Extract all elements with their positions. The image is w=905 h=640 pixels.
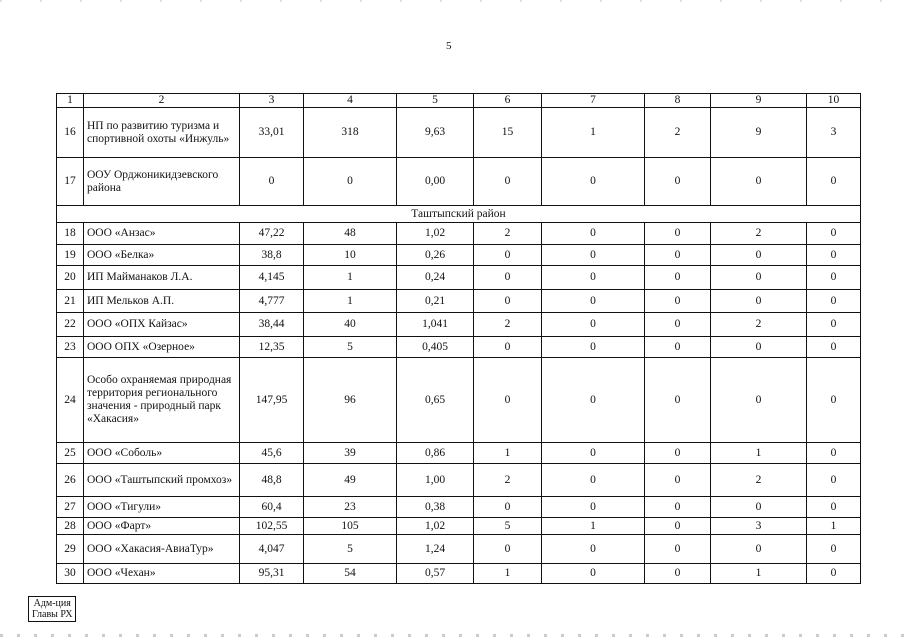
row-number: 23 [57,337,84,358]
table-row [57,443,861,464]
cell-value: 60,4 [240,497,304,518]
column-number-header: 6 [474,94,542,108]
row-number: 28 [57,518,84,535]
table-row [57,158,861,206]
cell-value: 0 [474,497,542,518]
cell-value: 0 [645,266,711,290]
cell-value: 105 [304,518,397,535]
cell-value: 0,26 [397,245,474,266]
table-row [57,535,861,564]
cell-value: 0 [807,535,861,564]
cell-value: 1 [304,266,397,290]
table-row [57,290,861,313]
cell-value: 0 [711,337,807,358]
row-number: 26 [57,464,84,497]
organization-name: ООО «Белка» [84,245,240,266]
cell-value: 0 [711,245,807,266]
row-number: 25 [57,443,84,464]
cell-value: 0 [304,158,397,206]
cell-value: 2 [474,313,542,337]
cell-value: 0 [711,290,807,313]
cell-value: 0,57 [397,564,474,584]
cell-value: 1 [474,564,542,584]
table-row [57,518,861,535]
cell-value: 0 [542,158,645,206]
organization-name: ООО «Анзас» [84,223,240,245]
row-number: 16 [57,108,84,158]
cell-value: 9 [711,108,807,158]
cell-value: 0 [807,266,861,290]
organization-name: ООО «Чехан» [84,564,240,584]
cell-value: 5 [304,337,397,358]
cell-value: 0 [645,464,711,497]
cell-value: 9,63 [397,108,474,158]
column-number-header: 9 [711,94,807,108]
office-stamp [28,596,76,622]
cell-value: 2 [711,313,807,337]
cell-value: 0 [645,443,711,464]
cell-value: 0 [542,290,645,313]
cell-value: 1,02 [397,223,474,245]
row-number: 19 [57,245,84,266]
cell-value: 40 [304,313,397,337]
cell-value: 2 [474,223,542,245]
cell-value: 1,02 [397,518,474,535]
cell-value: 0 [474,337,542,358]
cell-value: 0 [542,266,645,290]
table-row [57,358,861,443]
cell-value: 0 [711,497,807,518]
organization-name: ИП Майманаков Л.А. [84,266,240,290]
cell-value: 0 [645,358,711,443]
cell-value: 0 [542,245,645,266]
cell-value: 48 [304,223,397,245]
scan-artifact-top [0,0,905,2]
cell-value: 0 [711,535,807,564]
cell-value: 2 [645,108,711,158]
table-row [57,464,861,497]
stamp-line-1: Адм-ция [33,598,71,609]
cell-value: 0 [807,245,861,266]
table-row [57,108,861,158]
cell-value: 0 [645,313,711,337]
cell-value: 0,65 [397,358,474,443]
cell-value: 0 [807,497,861,518]
cell-value: 0 [645,337,711,358]
cell-value: 0 [807,313,861,337]
cell-value: 0,00 [397,158,474,206]
cell-value: 3 [807,108,861,158]
row-number: 20 [57,266,84,290]
cell-value: 0 [542,223,645,245]
table-row [57,223,861,245]
cell-value: 0 [542,337,645,358]
cell-value: 0,405 [397,337,474,358]
cell-value: 23 [304,497,397,518]
cell-value: 0 [542,358,645,443]
cell-value: 3 [711,518,807,535]
page-number: 5 [446,40,452,52]
cell-value: 0 [474,535,542,564]
cell-value: 0,86 [397,443,474,464]
cell-value: 10 [304,245,397,266]
cell-value: 0 [542,313,645,337]
cell-value: 0 [807,290,861,313]
cell-value: 0 [645,223,711,245]
row-number: 29 [57,535,84,564]
cell-value: 38,44 [240,313,304,337]
organization-name: ООО «Таштыпский промхоз» [84,464,240,497]
cell-value: 0 [474,266,542,290]
cell-value: 0 [240,158,304,206]
cell-value: 0 [645,535,711,564]
cell-value: 0 [645,564,711,584]
cell-value: 49 [304,464,397,497]
cell-value: 12,35 [240,337,304,358]
row-number: 21 [57,290,84,313]
column-number-header: 1 [57,94,84,108]
cell-value: 0 [645,518,711,535]
cell-value: 4,145 [240,266,304,290]
table-header-row [57,94,861,108]
table-row [57,313,861,337]
column-number-header: 4 [304,94,397,108]
cell-value: 1 [542,108,645,158]
cell-value: 2 [711,223,807,245]
cell-value: 2 [711,464,807,497]
cell-value: 47,22 [240,223,304,245]
cell-value: 0 [711,358,807,443]
row-number: 24 [57,358,84,443]
cell-value: 318 [304,108,397,158]
cell-value: 1 [474,443,542,464]
organization-name: ООО «Фарт» [84,518,240,535]
cell-value: 4,047 [240,535,304,564]
table-row [57,245,861,266]
column-number-header: 8 [645,94,711,108]
cell-value: 15 [474,108,542,158]
cell-value: 0 [645,245,711,266]
cell-value: 0,21 [397,290,474,313]
cell-value: 0 [807,464,861,497]
cell-value: 0 [807,443,861,464]
data-table [56,93,861,584]
cell-value: 0 [645,497,711,518]
column-number-header: 2 [84,94,240,108]
organization-name: НП по развитию туризма и спортивной охоты «Инжуль» [84,108,240,158]
scan-artifact-bottom [0,634,905,637]
cell-value: 39 [304,443,397,464]
column-number-header: 3 [240,94,304,108]
cell-value: 95,31 [240,564,304,584]
organization-name: ИП Мельков А.П. [84,290,240,313]
cell-value: 1 [542,518,645,535]
cell-value: 0 [542,497,645,518]
cell-value: 0 [542,464,645,497]
table-row [57,497,861,518]
cell-value: 33,01 [240,108,304,158]
cell-value: 5 [304,535,397,564]
cell-value: 0 [711,266,807,290]
cell-value: 54 [304,564,397,584]
cell-value: 45,6 [240,443,304,464]
organization-name: ООО «ОПХ Кайзас» [84,313,240,337]
table-row [57,564,861,584]
column-number-header: 10 [807,94,861,108]
organization-name: ООУ Орджоникидзевского района [84,158,240,206]
cell-value: 48,8 [240,464,304,497]
column-number-header: 5 [397,94,474,108]
cell-value: 0 [645,158,711,206]
row-number: 22 [57,313,84,337]
organization-name: ООО ОПХ «Озерное» [84,337,240,358]
organization-name: ООО «Тигули» [84,497,240,518]
cell-value: 0 [711,158,807,206]
cell-value: 5 [474,518,542,535]
cell-value: 1,24 [397,535,474,564]
row-number: 18 [57,223,84,245]
table-row [57,337,861,358]
cell-value: 1 [807,518,861,535]
cell-value: 102,55 [240,518,304,535]
table-row [57,266,861,290]
cell-value: 0 [542,443,645,464]
section-title: Таштыпский район [57,206,861,223]
organization-name: ООО «Хакасия-АвиаТур» [84,535,240,564]
section-row [57,206,861,223]
column-number-header: 7 [542,94,645,108]
cell-value: 1 [711,443,807,464]
cell-value: 1,00 [397,464,474,497]
cell-value: 96 [304,358,397,443]
row-number: 30 [57,564,84,584]
cell-value: 0 [474,245,542,266]
cell-value: 1 [304,290,397,313]
organization-name: Особо охраняемая природная территория регионального значения - природный парк «Хакасия» [84,358,240,443]
cell-value: 1 [711,564,807,584]
organization-name: ООО «Соболь» [84,443,240,464]
cell-value: 0 [474,358,542,443]
row-number: 17 [57,158,84,206]
cell-value: 38,8 [240,245,304,266]
cell-value: 0 [807,337,861,358]
cell-value: 0,38 [397,497,474,518]
cell-value: 0 [807,223,861,245]
stamp-line-2: Главы РХ [32,609,73,620]
cell-value: 0 [807,564,861,584]
cell-value: 0 [645,290,711,313]
cell-value: 0 [542,564,645,584]
cell-value: 0 [474,290,542,313]
cell-value: 0,24 [397,266,474,290]
cell-value: 0 [807,158,861,206]
cell-value: 0 [542,535,645,564]
cell-value: 4,777 [240,290,304,313]
cell-value: 2 [474,464,542,497]
cell-value: 0 [807,358,861,443]
row-number: 27 [57,497,84,518]
cell-value: 0 [474,158,542,206]
cell-value: 1,041 [397,313,474,337]
cell-value: 147,95 [240,358,304,443]
